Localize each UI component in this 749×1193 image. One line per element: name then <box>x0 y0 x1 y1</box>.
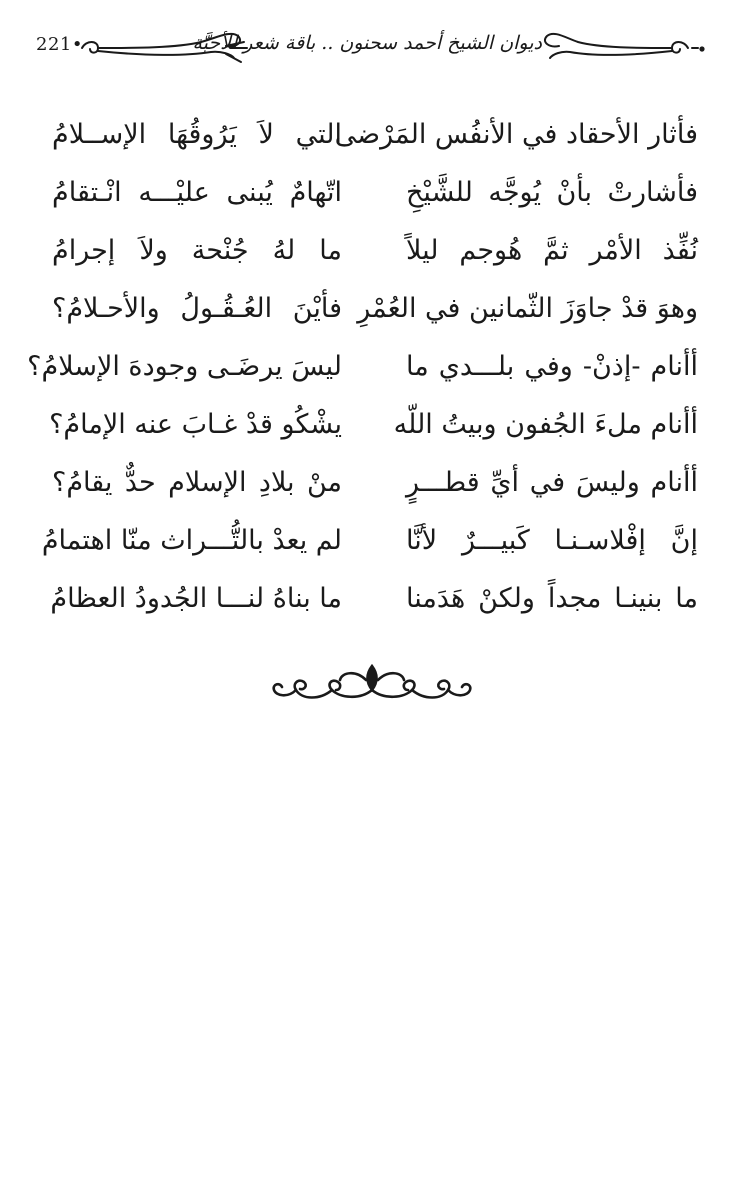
verse-line <box>52 106 698 164</box>
verse-line <box>41 512 698 570</box>
verse-second-hemistich: منْ بلادِ الإسلام حدٌّ يقامُ؟ <box>52 466 342 498</box>
verse-second-hemistich: ما بناهُ لنـــا الجُدودُ العظامُ <box>50 582 342 614</box>
running-header <box>26 18 726 76</box>
verse-line <box>27 338 698 396</box>
verse-first-hemistich: ما بنينـا مجداً ولكنْ هَدَمنا <box>406 582 698 614</box>
verse-first-hemistich: وهوَ قدْ جاوَزَ الثّمانين في العُمْرِ <box>357 292 698 324</box>
verse-line <box>49 396 698 454</box>
verse-first-hemistich: أأنام -إذنْ- وفي بلـــدي ما <box>406 350 698 382</box>
verse-line <box>52 222 698 280</box>
page-number: 221• <box>36 34 83 55</box>
verse-second-hemistich: فأيْنَ العُـقُـولُ والأحـلامُ؟ <box>52 292 342 324</box>
verse-second-hemistich: ليسَ يرضَـى وجودهَ الإسلامُ؟ <box>27 350 342 382</box>
verse-line <box>52 454 698 512</box>
running-title: ديوان الشيخ أحمد سحنون .. باقة شعر للأحبَّة <box>192 32 542 54</box>
verse-second-hemistich: لم يعدْ بالتُّـــراث منّا اهتمامُ <box>41 524 342 556</box>
verse-first-hemistich: فأثار الأحقاد في الأنفُس المَرْضى <box>334 118 698 150</box>
verse-second-hemistich: اتّهامٌ يُبنى عليْـــه انْـتقامُ <box>52 176 342 208</box>
verse-line <box>52 164 698 222</box>
poem-body <box>27 106 698 628</box>
verse-line <box>52 280 698 338</box>
verse-second-hemistich: التي لاَ يَرُوقُهَا الإســلامُ <box>52 118 342 150</box>
verse-first-hemistich: أأنام ملءَ الجُفون وبيتُ اللّه <box>393 408 698 440</box>
verse-line <box>52 570 698 628</box>
verse-first-hemistich: أأنام وليسَ في أيِّ قطـــرٍ <box>406 466 698 498</box>
closing-flourish-icon <box>270 660 475 708</box>
verse-second-hemistich: ما لهُ جُنْحة ولاَ إجرامُ <box>52 234 342 266</box>
verse-first-hemistich: نُفِّذ الأمْر ثمَّ هُوجم ليلاً <box>406 234 698 266</box>
verse-first-hemistich: إنَّ إفْلاسـنـا كَبيـــرٌ لأنَّا <box>406 524 698 556</box>
verse-first-hemistich: فأشارتْ بأنْ يُوجَّه للشَّيْخِ <box>406 176 698 208</box>
verse-second-hemistich: يشْكُو قدْ غـابَ عنه الإمامُ؟ <box>49 408 342 440</box>
